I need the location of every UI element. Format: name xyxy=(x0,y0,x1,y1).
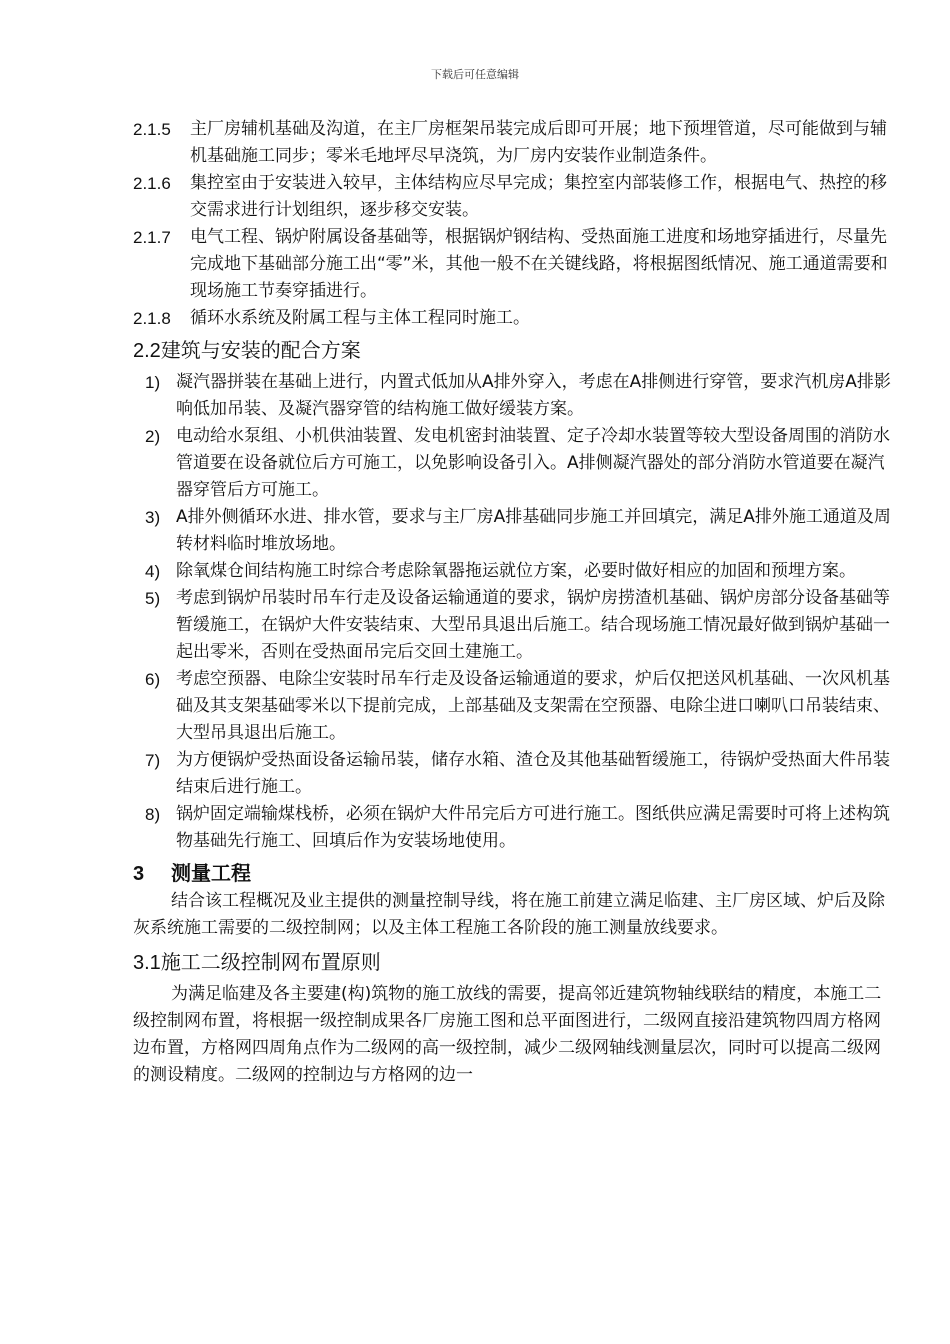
list-item xyxy=(133,666,893,747)
list-item xyxy=(133,170,893,224)
item-text: 为方便锅炉受热面设备运输吊装，储存水箱、渣仓及其他基础暂缓施工，待锅炉受热面大件吊装结束后进行施工。 xyxy=(176,750,890,797)
item-number: 4) xyxy=(145,562,161,581)
body-paragraph: 为满足临建及各主要建(构)筑物的施工放线的需要，提高邻近建筑物轴线联结的精度，本施工二级控制网布置，将根据一级控制成果各厂房施工图和总平面图进行，二级网直接沿建筑物四周方格网边布置，方格网四周角点作为二级网的高一级控制，减少二级网轴线测量层次，同时可以提高二级网的测设精度。二级网的控制边与方格网的边一 xyxy=(133,984,882,1085)
section-title: 施工二级控制网布置原则 xyxy=(160,950,381,974)
list-item xyxy=(133,504,893,558)
list-item xyxy=(133,305,893,332)
section-number: 2.2 xyxy=(133,340,161,362)
item-number: 7) xyxy=(145,751,161,770)
list-item xyxy=(133,585,893,666)
list-item xyxy=(133,558,893,585)
item-text: A排外侧循环水进、排水管，要求与主厂房A排基础同步施工并回填完，满足A排外施工通道及周转材料临时堆放场地。 xyxy=(176,507,891,554)
item-number: 2.1.8 xyxy=(133,309,171,328)
section-heading-2-2 xyxy=(133,336,893,365)
item-number: 1) xyxy=(145,373,161,392)
item-text: 循环水系统及附属工程与主体工程同时施工。 xyxy=(190,308,530,328)
list-item xyxy=(133,801,893,855)
item-text: 除氧煤仓间结构施工时综合考虑除氧器拖运就位方案，必要时做好相应的加固和预埋方案。 xyxy=(176,561,856,581)
page-header-note: 下载后可任意编辑 xyxy=(431,68,519,81)
item-text: 电动给水泵组、小机供油装置、发电机密封油装置、定子冷却水装置等较大型设备周围的消防水管道要在设备就位后方可施工，以免影响设备引入。A排侧凝汽器处的部分消防水管道要在凝汽器穿管后方可施工。 xyxy=(176,426,890,500)
item-text: 电气工程、锅炉附属设备基础等，根据锅炉钢结构、受热面施工进度和场地穿插进行，尽量先完成地下基础部分施工出“零”米，其他一般不在关键线路，将根据图纸情况、施工通道需要和现场施工节奏穿插进行。 xyxy=(190,227,888,301)
item-text: 考虑到锅炉吊装时吊车行走及设备运输通道的要求，锅炉房捞渣机基础、锅炉房部分设备基础等暂缓施工，在锅炉大件安装结束、大型吊具退出后施工。结合现场施工情况最好做到锅炉基础一起出零米，否则在受热面吊完后交回土建施工。 xyxy=(176,588,890,662)
section-title: 建筑与安装的配合方案 xyxy=(160,338,361,362)
chapter-title: 测量工程 xyxy=(171,861,251,885)
item-text: 主厂房辅机基础及沟道，在主厂房框架吊装完成后即可开展；地下预埋管道，尽可能做到与辅机基础施工同步；零米毛地坪尽早浇筑，为厂房内安装作业制造条件。 xyxy=(190,119,887,166)
item-number: 2.1.7 xyxy=(133,228,171,247)
list-item xyxy=(133,224,893,305)
item-number: 8) xyxy=(145,805,161,824)
item-text: 锅炉固定端输煤栈桥，必须在锅炉大件吊完后方可进行施工。图纸供应满足需要时可将上述构筑物基础先行施工、回填后作为安装场地使用。 xyxy=(176,804,890,851)
item-number: 6) xyxy=(145,670,161,689)
item-text: 考虑空预器、电除尘安装时吊车行走及设备运输通道的要求，炉后仅把送风机基础、一次风机基础及其支架基础零米以下提前完成，上部基础及支架需在空预器、电除尘进口喇叭口吊装结束、大型吊具退出后施工。 xyxy=(176,669,890,743)
list-item xyxy=(133,423,893,504)
list-item xyxy=(133,747,893,801)
document-body xyxy=(133,116,893,1089)
body-paragraph: 结合该工程概况及业主提供的测量控制导线，将在施工前建立满足临建、主厂房区域、炉后及除灰系统施工需要的二级控制网；以及主体工程施工各阶段的施工测量放线要求。 xyxy=(133,891,885,938)
section-number: 3.1 xyxy=(133,952,161,974)
item-text: 凝汽器拼装在基础上进行，内置式低加从A排外穿入，考虑在A排侧进行穿管，要求汽机房A排影响低加吊装、及凝汽器穿管的结构施工做好缓装方案。 xyxy=(176,372,891,419)
item-number: 2.1.6 xyxy=(133,174,171,193)
item-number: 2.1.5 xyxy=(133,120,171,139)
list-item xyxy=(133,369,893,423)
list-item xyxy=(133,116,893,170)
item-number: 2) xyxy=(145,427,161,446)
chapter-number: 3 xyxy=(133,863,145,885)
section-heading-3-1 xyxy=(133,948,893,977)
item-number: 5) xyxy=(145,589,161,608)
item-text: 集控室由于安装进入较早，主体结构应尽早完成；集控室内部装修工作，根据电气、热控的移交需求进行计划组织，逐步移交安装。 xyxy=(190,173,887,220)
item-number: 3) xyxy=(145,508,161,527)
chapter-heading-3 xyxy=(133,859,893,888)
